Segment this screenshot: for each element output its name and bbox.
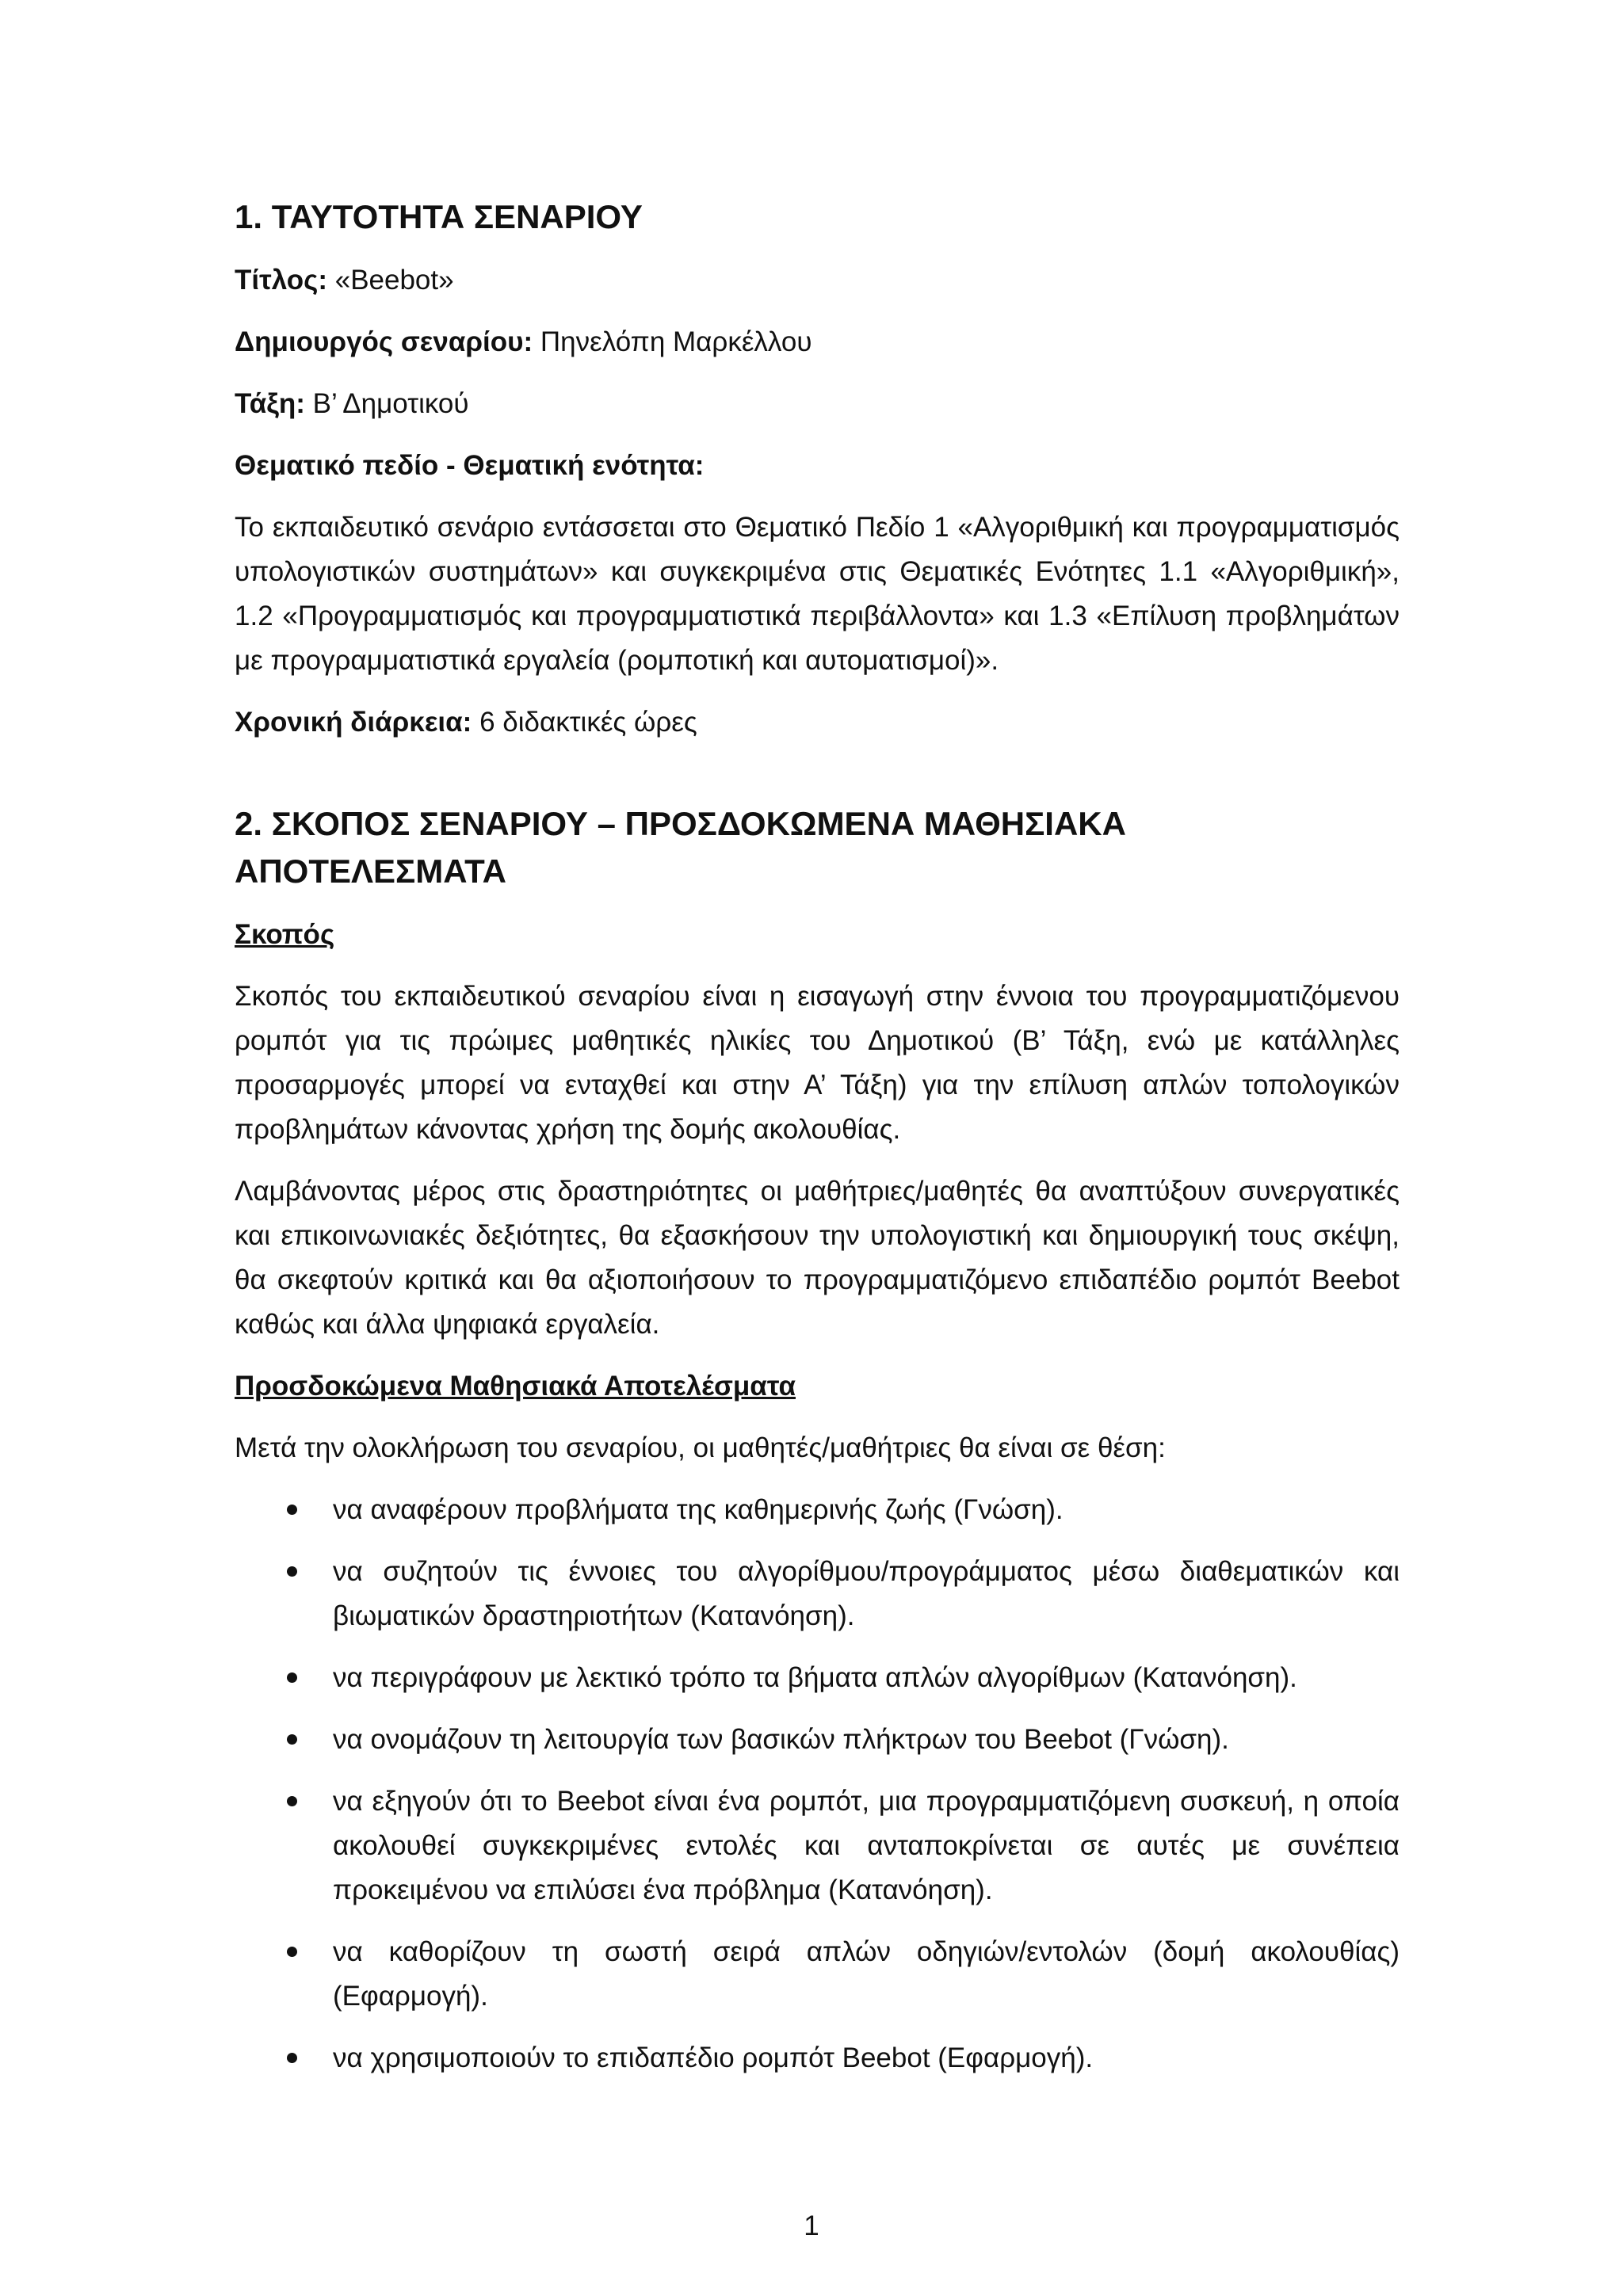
bullet-icon — [287, 1947, 297, 1957]
section-1-heading: 1. ΤΑΥΤΟΤΗΤΑ ΣΕΝΑΡΙΟΥ — [235, 198, 643, 235]
author-line — [235, 320, 1400, 364]
purpose-heading: Σκοπός — [235, 919, 335, 950]
duration-line — [235, 700, 1400, 745]
list-item-text: να περιγράφουν με λεκτικό τρόπο τα βήματα απλών αλγορίθμων (Κατανόηση). — [333, 1662, 1297, 1693]
list-item-text: να αναφέρουν προβλήματα της καθημερινής ζωής (Γνώση). — [333, 1494, 1064, 1525]
list-item-text: να ονομάζουν τη λειτουργία των βασικών πλήκτρων του Beebot (Γνώση). — [333, 1724, 1229, 1755]
bullet-icon — [287, 1505, 297, 1515]
list-item-text: να συζητούν τις έννοιες του αλγορίθμου/προγράμματος μέσω διαθεματικών και βιωματικών δραστηριοτήτων (Κατανόηση). — [333, 1556, 1400, 1631]
list-item — [235, 1488, 1400, 1532]
section-2-heading: 2. ΣΚΟΠΟΣ ΣΕΝΑΡΙΟΥ – ΠΡΟΣΔΟΚΩΜΕΝΑ ΜΑΘΗΣΙΑΚΑ ΑΠΟΤΕΛΕΣΜΑΤΑ — [235, 805, 1126, 890]
bullet-icon — [287, 1672, 297, 1683]
duration-value: 6 διδακτικές ώρες — [472, 707, 697, 738]
list-item-text: να καθορίζουν τη σωστή σειρά απλών οδηγιών/εντολών (δομή ακολουθίας) (Εφαρμογή). — [333, 1936, 1400, 2012]
title-label: Τίτλος: — [235, 265, 327, 296]
author-value: Πηνελόπη Μαρκέλλου — [533, 326, 812, 357]
bullet-icon — [287, 1734, 297, 1745]
title-line — [235, 258, 1400, 303]
bullet-icon — [287, 2053, 297, 2063]
title-value: «Beebot» — [327, 265, 454, 296]
list-item — [235, 1656, 1400, 1700]
purpose-paragraph-1: Σκοπός του εκπαιδευτικού σεναρίου είναι η εισαγωγή στην έννοια του προγραμματιζόμενου ρομπότ για τις πρώιμες μαθητικές ηλικίες του Δημοτικού (Β’ Τάξη, ενώ με κατάλληλες προσαρμογές μπορεί να ενταχθεί και στην Α’ Τάξη) για την επίλυση απλών τοπολογικών προβλημάτων κάνοντας χρήση της δομής ακολουθίας. — [235, 981, 1400, 1145]
class-value: Β’ Δημοτικού — [304, 388, 469, 419]
list-item-text: να χρησιμοποιούν το επιδαπέδιο ρομπότ Beebot (Εφαρμογή). — [333, 2042, 1094, 2073]
bullet-icon — [287, 1796, 297, 1806]
author-label: Δημιουργός σεναρίου: — [235, 326, 533, 357]
list-item — [235, 1779, 1400, 1913]
class-label: Τάξη: — [235, 388, 305, 419]
list-item — [235, 2036, 1400, 2081]
thematic-field-text: Το εκπαιδευτικό σενάριο εντάσσεται στο Θεματικό Πεδίο 1 «Αλγοριθμική και προγραμματισμός υπολογιστικών συστημάτων» και συγκεκριμένα στις Θεματικές Ενότητες 1.1 «Αλγοριθμική», 1.2 «Προγραμματισμός και προγραμματιστικά περιβάλλοντα» και 1.3 «Επίλυση προβλημάτων με προγραμματιστικά εργαλεία (ρομποτική και αυτοματισμοί)». — [235, 512, 1400, 676]
purpose-paragraph-2: Λαμβάνοντας μέρος στις δραστηριότητες οι μαθήτριες/μαθητές θα αναπτύξουν συνεργατικές και επικοινωνιακές δεξιότητες, θα εξασκήσουν την υπολογιστική και δημιουργική τους σκέψη, θα σκεφτούν κριτικά και θα αξιοποιήσουν το προγραμματιζόμενο επιδαπέδιο ρομπότ Beebot καθώς και άλλα ψηφιακά εργαλεία. — [235, 1176, 1400, 1340]
class-line — [235, 382, 1400, 426]
outcomes-intro: Μετά την ολοκλήρωση του σεναρίου, οι μαθητές/μαθήτριες θα είναι σε θέση: — [235, 1432, 1166, 1463]
page-number: 1 — [804, 2210, 819, 2241]
outcomes-list — [235, 1488, 1400, 2081]
outcomes-heading: Προσδοκώμενα Μαθησιακά Αποτελέσματα — [235, 1371, 796, 1402]
list-item — [235, 1550, 1400, 1638]
duration-label: Χρονική διάρκεια: — [235, 707, 472, 738]
page-content — [235, 193, 1400, 2098]
bullet-icon — [287, 1566, 297, 1577]
list-item-text: να εξηγούν ότι το Beebot είναι ένα ρομπότ, μια προγραμματιζόμενη συσκευή, η οποία ακολουθεί συγκεκριμένες εντολές και ανταποκρίνεται σε αυτές με συνέπεια προκειμένου να επιλύσει ένα πρόβλημα (Κατανόηση). — [333, 1786, 1400, 1905]
thematic-field-label: Θεματικό πεδίο - Θεματική ενότητα: — [235, 450, 705, 481]
list-item — [235, 1718, 1400, 1762]
list-item — [235, 1930, 1400, 2019]
